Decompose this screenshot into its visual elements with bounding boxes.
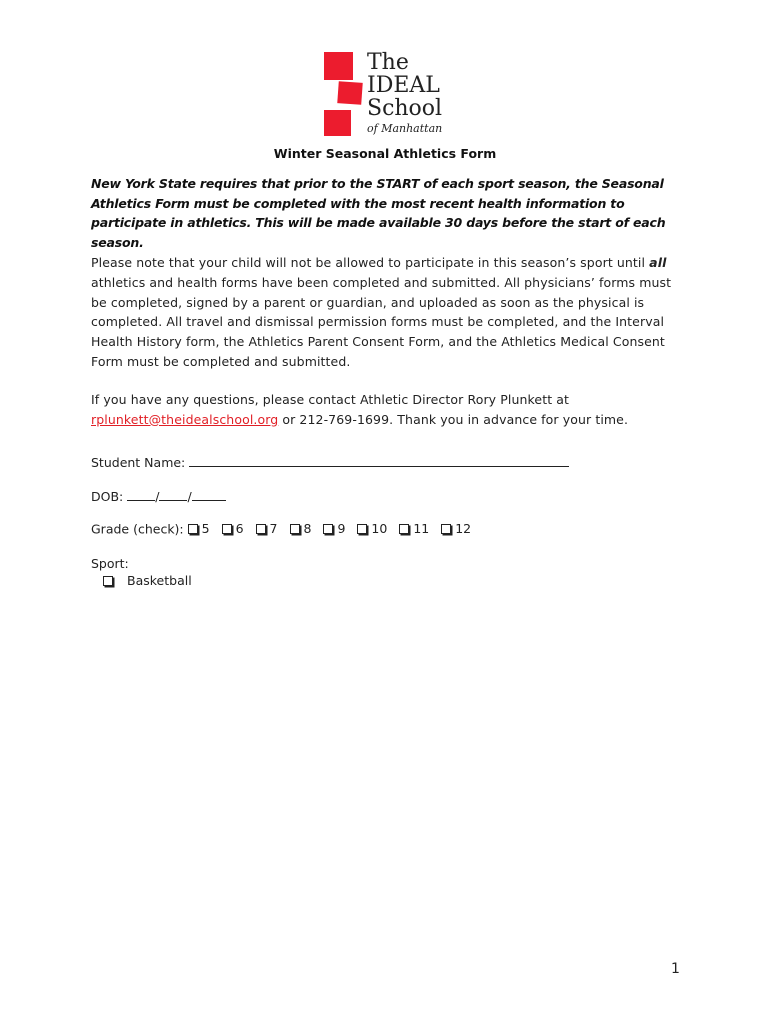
grade-option[interactable]: 8 — [290, 521, 312, 536]
student-name-blank[interactable] — [189, 454, 569, 467]
dob-day-blank[interactable] — [159, 488, 187, 501]
checkbox-icon[interactable] — [357, 524, 367, 534]
logo-text-school: School — [367, 96, 443, 121]
dob-label: DOB: — [91, 489, 124, 504]
grade-option[interactable]: 10 — [357, 521, 387, 536]
checkbox-icon[interactable] — [222, 524, 232, 534]
checkbox-icon[interactable] — [103, 576, 113, 586]
grade-option[interactable]: 7 — [256, 521, 278, 536]
student-name-field — [91, 454, 569, 470]
contact-email-link[interactable]: rplunkett@theidealschool.org — [91, 411, 279, 427]
logo-square-top — [324, 52, 353, 80]
grade-options — [188, 521, 483, 536]
form-title: Winter Seasonal Athletics Form — [273, 146, 497, 161]
school-logo — [322, 50, 472, 140]
sport-label: Sport: — [91, 556, 129, 571]
checkbox-icon[interactable] — [188, 524, 198, 534]
checkbox-icon[interactable] — [441, 524, 451, 534]
grade-option[interactable]: 11 — [399, 521, 429, 536]
dob-separator: / — [155, 489, 160, 504]
notice-text-before: Please note that your child will not be allowed to participate in this season’s sport until — [91, 255, 650, 270]
grade-option[interactable]: 12 — [441, 521, 471, 536]
logo-square-middle — [337, 81, 362, 105]
grade-option[interactable]: 9 — [323, 521, 345, 536]
contact-paragraph — [91, 390, 676, 430]
contact-text-before: If you have any questions, please contact Athletic Director Rory Plunkett at — [91, 392, 570, 407]
notice-paragraph — [91, 253, 676, 372]
dob-field — [91, 488, 226, 504]
dob-month-blank[interactable] — [127, 488, 155, 501]
grade-option[interactable]: 5 — [188, 521, 210, 536]
checkbox-icon[interactable] — [323, 524, 333, 534]
grade-field — [91, 521, 483, 537]
dob-year-blank[interactable] — [192, 488, 226, 501]
logo-square-bottom — [324, 110, 351, 136]
checkbox-icon[interactable] — [290, 524, 300, 534]
student-name-label: Student Name: — [91, 455, 186, 470]
sport-option-basketball[interactable]: Basketball — [103, 573, 192, 588]
checkbox-icon[interactable] — [256, 524, 266, 534]
logo-text-manhattan: of Manhattan — [367, 122, 443, 135]
logo-text-ideal: IDEAL — [367, 73, 440, 98]
notice-text-after: athletics and health forms have been completed and submitted. All physicians’ forms must be completed, signed by a parent or guardian, and uploaded as soon as the physical is completed. All travel and dismissal permission forms must be completed, and the Interval Health History form, the Athletics Parent Consent Form, and the Athletics Medical Consent Form must be completed and submitted. — [91, 274, 672, 369]
logo-text-the: The — [367, 50, 409, 75]
dob-separator: / — [187, 489, 192, 504]
grade-label: Grade (check): — [91, 521, 184, 537]
intro-paragraph: New York State requires that prior to the START of each sport season, the Seasonal Athletics Form must be completed with the most recent health information to participate in athletics. This will be made available 30 days before the start of each season. — [91, 176, 666, 250]
checkbox-icon[interactable] — [399, 524, 409, 534]
notice-emphasis: all — [649, 255, 667, 270]
contact-text-after: or 212-769-1699. Thank you in advance for your time. — [278, 411, 629, 427]
page-number: 1 — [671, 961, 680, 977]
grade-option[interactable]: 6 — [222, 521, 244, 536]
